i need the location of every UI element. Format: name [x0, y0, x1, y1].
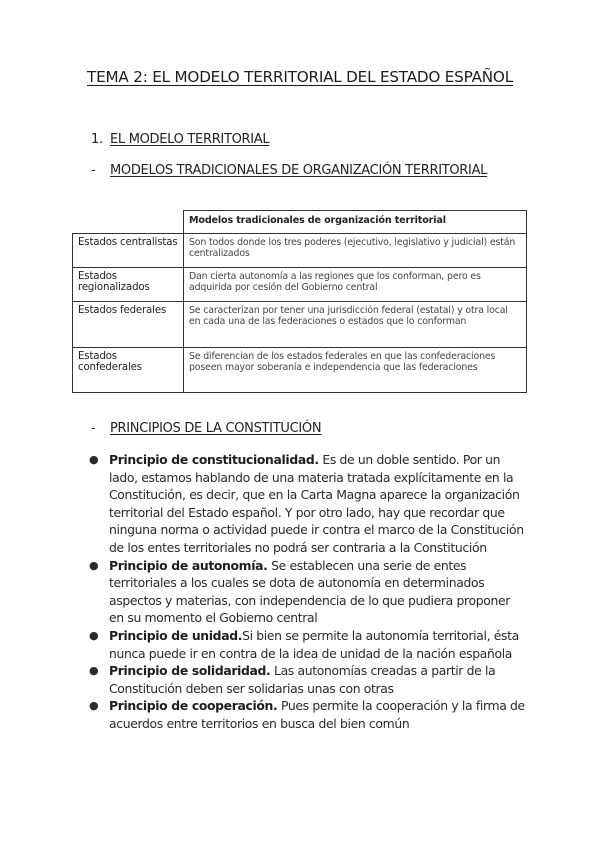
row-label: Estados centralistas — [73, 234, 184, 268]
row-label: Estados confederales — [73, 348, 184, 393]
document-title-text: TEMA 2: EL MODELO TERRITORIAL DEL ESTADO ESPAÑOL — [87, 68, 513, 86]
list-item — [86, 557, 526, 627]
dash-marker: - — [91, 163, 96, 178]
table-row — [73, 234, 527, 268]
dash-marker: - — [91, 421, 96, 436]
bullet-icon: ● — [89, 664, 99, 678]
bullet-icon: ● — [89, 558, 99, 572]
table-header-cell: Modelos tradicionales de organización territorial — [184, 211, 527, 234]
principle-name: Principio de unidad. — [109, 627, 243, 643]
bullet-icon: ● — [89, 453, 99, 466]
row-description: Dan cierta autonomía a las regiones que los conforman, pero es adquirida por cesión del Gobierno central — [184, 268, 527, 302]
territorial-models-table — [72, 210, 527, 393]
principle-name: Principio de autonomía. — [109, 557, 268, 573]
subsection-heading-label: PRINCIPIOS DE LA CONSTITUCIÓN — [110, 421, 322, 436]
row-label: Estados federales — [73, 302, 184, 348]
table-header-row — [73, 211, 527, 234]
table-row — [73, 268, 527, 302]
principle-text: Si bien se permite la autonomía territorial, ésta nunca puede ir en contra de la idea de unidad de la nación española — [109, 627, 519, 661]
table-row — [73, 302, 527, 348]
row-description: Se diferencian de los estados federales en que las confederaciones poseen mayor soberanía e independencia que las federaciones — [184, 348, 527, 393]
list-item — [86, 627, 526, 662]
principle-name: Principio de cooperación. — [109, 698, 278, 714]
list-item — [86, 697, 526, 732]
principle-text: Se establecen una serie de entes territoriales a los cuales se dota de autonomía en determinados aspectos y materias, con independencia de lo que pudiera proponer en su momento el Gobierno central — [109, 557, 510, 626]
row-description: Se caracterizan por tener una jurisdicción federal (estatal) y otra local en cada una de las federaciones o estados que lo conforman — [184, 302, 527, 348]
principle-text: Pues permite la cooperación y la firma de acuerdos entre territorios en busca del bien común — [109, 698, 525, 731]
principle-text: Las autonomías creadas a partir de la Constitución deben ser solidarias unas con otras — [109, 663, 496, 696]
table-row — [73, 348, 527, 393]
row-description: Son todos donde los tres poderes (ejecutivo, legislativo y judicial) están centralizados — [184, 234, 527, 268]
subsection-heading-label: MODELOS TRADICIONALES DE ORGANIZACIÓN TERRITORIAL — [110, 163, 488, 178]
list-number: 1. — [91, 132, 103, 147]
principle-name: Principio de solidaridad. — [109, 663, 271, 679]
section-heading-label: EL MODELO TERRITORIAL — [110, 132, 270, 147]
list-item — [86, 451, 526, 557]
table-corner-cell — [73, 211, 184, 234]
principles-list — [86, 451, 526, 733]
document-title — [0, 68, 600, 86]
row-label: Estados regionalizados — [73, 268, 184, 302]
list-item — [86, 662, 526, 697]
bullet-icon: ● — [89, 628, 99, 642]
principle-text: Es de un doble sentido. Por un lado, estamos hablando de una materia tratada explícitamente en la Constitución, es decir, que en la Carta Magna aparece la organización territorial del Estado español. Y por otro lado, hay que recordar que ninguna norma o actividad puede ir contra el marco de la Constitución de los entes territoriales no podrá ser contraria a la Constitución — [109, 452, 524, 555]
bullet-icon: ● — [89, 699, 99, 713]
principle-name: Principio de constitucionalidad. — [109, 452, 319, 467]
